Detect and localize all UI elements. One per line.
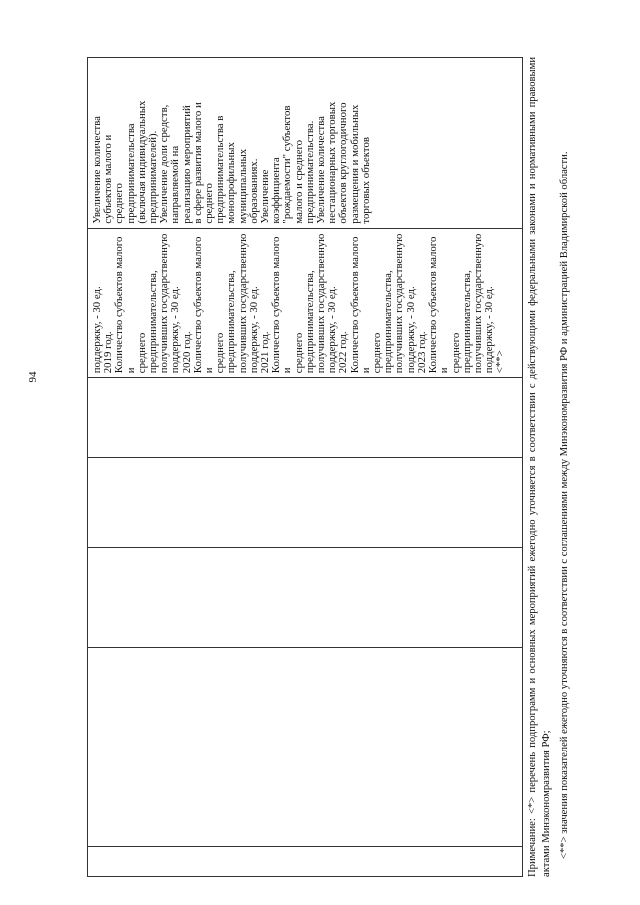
footnote-2-text: <**> значения показателей ежегодно уточняются в соответствии с соглашениями между Минэкономразвития РФ и администрацией Владимирской области. <box>559 151 570 859</box>
expected-results-text: Увеличение количества субъектов малого и среднего предпринимательства (включая индивидуальных предпринимателей). Увеличение доли средств, направляемой на реализацию мероприятий в сфере развития малого и среднего предпринимательства в монопрофильных муниципальных образованиях. Увеличение коэффициента "рождаемости" субъектов малого и среднего предпринимательства. Увеличение количества нестационарных торговых объектов круглогодичного размещения и мобильных торговых объектов <box>91 100 372 224</box>
page-number: 94 <box>27 371 39 383</box>
data-table <box>87 57 523 877</box>
indicator-values-text: поддержку, - 30 ед. 2019 год. Количество субъектов малого и среднего предпринимательства, получивших государственную поддержку, - 30 ед. 2020 год. Количество субъектов малого и среднего предпринимательства, получивших государственную поддержку, - 30 ед. 2021 год. Количество субъектов малого и среднего предпринимательства, получивших государственную поддержку, - 30 ед. 2022 год. Количество субъектов малого и среднего предпринимательства, получивших государственную поддержку, - 30 ед. 2023 год. Количество субъектов малого и среднего предпринимательства, получивших государственную поддержку, - 30 ед. <**> <box>91 233 507 374</box>
footnote-2 <box>558 57 572 877</box>
footnote-1: Примечание: <*> перечень подпрограмм и основных мероприятий ежегодно уточняется в соответствии с действующими федеральными законами и нормативными правовыми актами Минэкономразвития РФ; <box>527 57 552 877</box>
footnote-block <box>526 57 576 877</box>
table-column-indicators <box>88 228 522 378</box>
table-column-results <box>88 58 522 228</box>
table-column-1 <box>88 846 522 876</box>
table-column-2 <box>88 647 522 847</box>
table-column-4 <box>88 457 522 547</box>
table-column-3 <box>88 547 522 647</box>
table-column-5 <box>88 377 522 457</box>
